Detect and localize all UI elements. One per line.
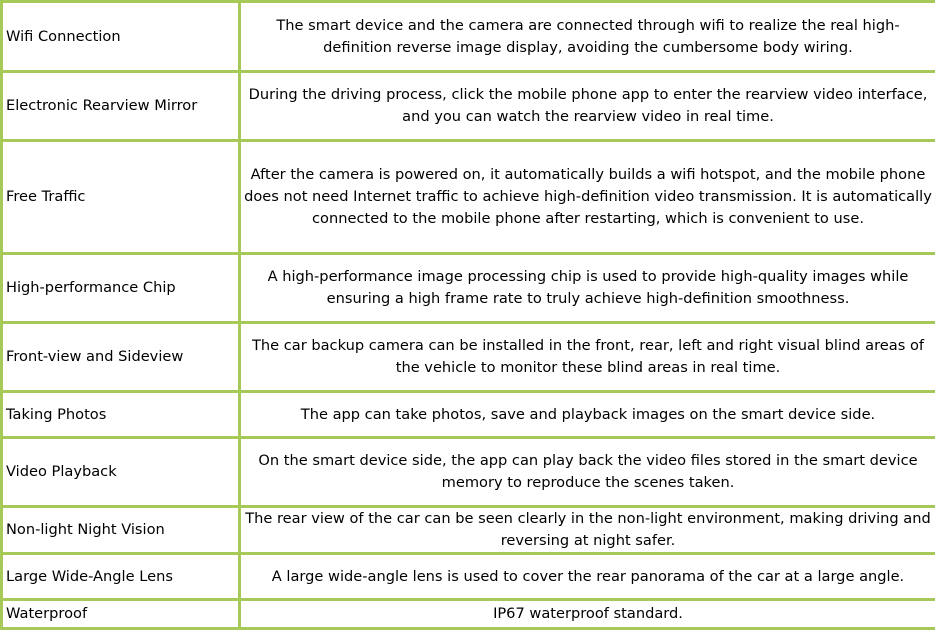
table-row [2,2,935,72]
feature-name: High-performance Chip [2,254,240,323]
table-row [2,141,935,254]
feature-description: The rear view of the car can be seen clearly in the non-light environment, making driving and reversing at night safer. [240,507,935,554]
feature-name: Front-view and Sideview [2,323,240,392]
table-row [2,392,935,438]
feature-description: The app can take photos, save and playback images on the smart device side. [240,392,935,438]
feature-description: The car backup camera can be installed in the front, rear, left and right visual blind areas of the vehicle to monitor these blind areas in real time. [240,323,935,392]
feature-name: Wifi Connection [2,2,240,72]
feature-description: IP67 waterproof standard. [240,600,935,629]
feature-name: Free Traffic [2,141,240,254]
table-row [2,254,935,323]
table-row [2,600,935,629]
table-row [2,507,935,554]
feature-description: A large wide-angle lens is used to cover the rear panorama of the car at a large angle. [240,554,935,600]
table-row [2,438,935,507]
feature-name: Non-light Night Vision [2,507,240,554]
feature-name: Video Playback [2,438,240,507]
table-row [2,554,935,600]
feature-description: A high-performance image processing chip is used to provide high-quality images while ensuring a high frame rate to truly achieve high-definition smoothness. [240,254,935,323]
feature-description: During the driving process, click the mobile phone app to enter the rearview video interface, and you can watch the rearview video in real time. [240,72,935,141]
feature-description: The smart device and the camera are connected through wifi to realize the real high-definition reverse image display, avoiding the cumbersome body wiring. [240,2,935,72]
table-row [2,72,935,141]
table-row [2,323,935,392]
feature-description: On the smart device side, the app can play back the video files stored in the smart device memory to reproduce the scenes taken. [240,438,935,507]
feature-name: Electronic Rearview Mirror [2,72,240,141]
feature-name: Waterproof [2,600,240,629]
feature-name: Taking Photos [2,392,240,438]
feature-description: After the camera is powered on, it automatically builds a wifi hotspot, and the mobile phone does not need Internet traffic to achieve high-definition video transmission. It is automatically connected to the mobile phone after restarting, which is convenient to use. [240,141,935,254]
feature-name: Large Wide-Angle Lens [2,554,240,600]
